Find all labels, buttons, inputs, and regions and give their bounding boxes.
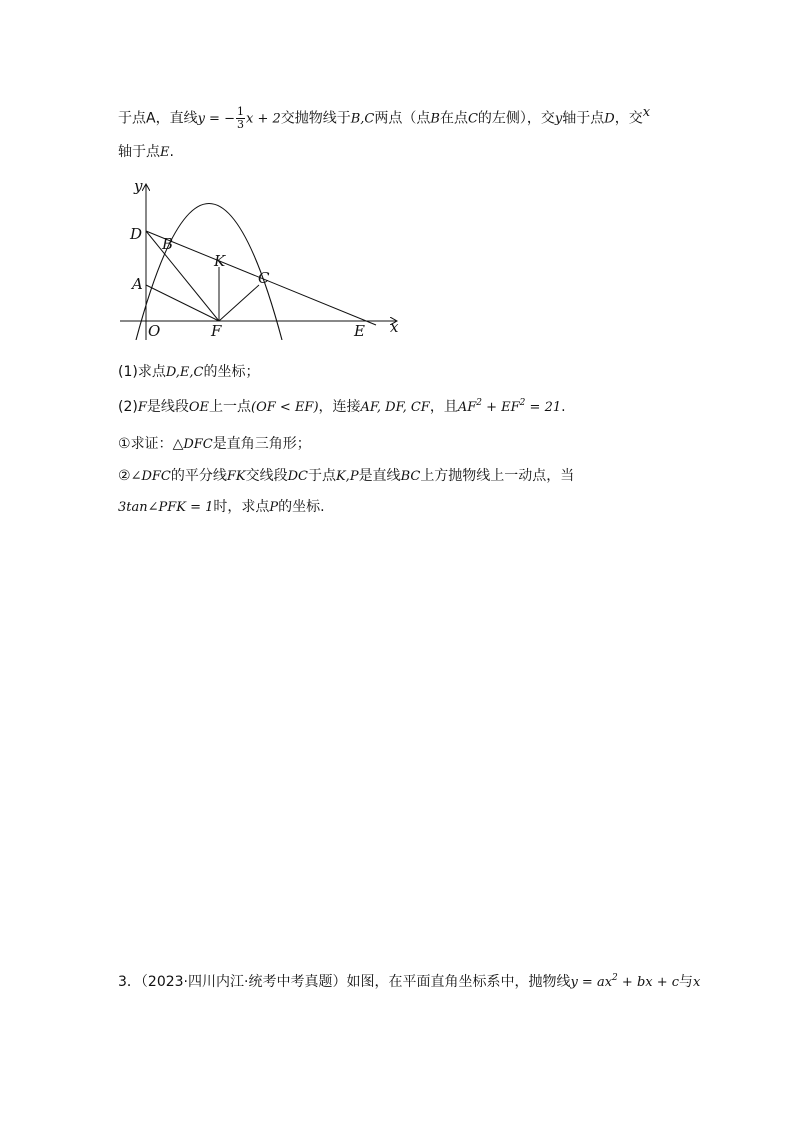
segment-cf [219, 285, 259, 321]
segment-df [146, 231, 219, 321]
problem-statement-line1: 于点A，直线y = − $\frac{1}{3}$ x + 2交抛物线于B,C两点（点B在点C的左侧），交y轴于点D，交x [118, 104, 651, 131]
problem-statement-line2: 轴于点E. [118, 144, 174, 160]
parabola-figure [118, 175, 408, 340]
fraction-one-third: $\frac{1}{3}$ [236, 105, 244, 131]
sub-question-2-line2: 3tan∠PFK = 1时，求点P的坐标. [118, 499, 325, 515]
label-c: C [258, 269, 270, 287]
label-o: O [148, 322, 161, 340]
parabola-equation: $y = ax^2$ + bx + c [570, 973, 680, 990]
label-y: y [134, 177, 143, 195]
equation-af-ef: $AF^2 + EF^2 = 21$ [457, 398, 562, 415]
question-2: (2)F是线段OE上一点(OF < EF)，连接AF, DF, CF，且$AF^2 + EF^2 = 21$. [118, 398, 566, 415]
label-f: F [211, 322, 222, 340]
label-b: B [162, 235, 174, 253]
sub-question-2-line1: ②∠DFC的平分线FK交线段DC于点K,P是直线BC上方抛物线上一动点，当 [118, 468, 575, 484]
label-a: A [132, 275, 143, 293]
label-d: D [130, 225, 143, 243]
label-e: E [354, 322, 365, 340]
label-x: x [390, 318, 399, 336]
problem-3-line1: 3．（2023·四川内江·统考中考真题）如图，在平面直角坐标系中，抛物线$y = ax^2$ + bx + c与x [118, 973, 701, 990]
label-k: K [214, 252, 226, 270]
segment-af [146, 285, 219, 321]
question-1: (1)求点D,E,C的坐标； [118, 364, 260, 380]
sub-question-1: ①求证：△DFC是直角三角形； [118, 436, 311, 452]
